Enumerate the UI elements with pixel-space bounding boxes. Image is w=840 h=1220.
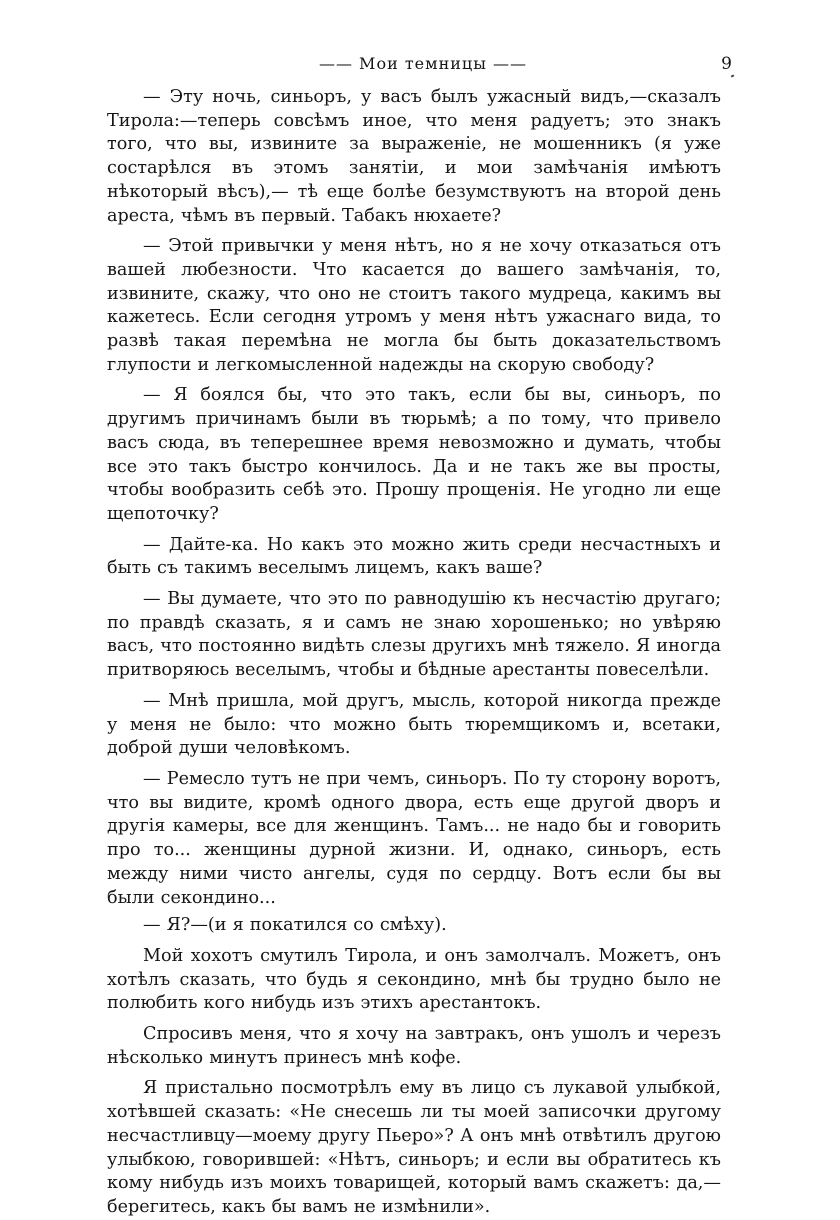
paragraph: — Этой привычки у меня нѣтъ, но я не хочу отказаться отъ вашей любезности. Что касается до вашего замѣчанія, то, извините, скажу, что оно не стоитъ такого мудреца, какимъ вы кажетесь. Если сегодня утромъ у меня нѣтъ ужаснаго вида, то развѣ такая перемѣна не могла бы быть доказательствомъ глупости и легкомысленной надежды на скорую свободу? <box>107 236 721 375</box>
paragraph: — Эту ночь, синьоръ, у васъ былъ ужасный видъ,—сказалъ Тирола:—теперь совсѣмъ иное, что меня радуетъ; это знакъ того, что вы, извините за выраженіе, не мошенникъ (я уже состарѣлся въ этомъ занятіи, и мои замѣчанія имѣютъ нѣкоторый вѣсъ),— тѣ еще болѣе безумствуютъ на второй день ареста, чѣмъ въ первый. Табакъ нюхаете? <box>107 87 721 226</box>
paragraph: Мой хохотъ смутилъ Тирола, и онъ замолчалъ. Можетъ, онъ хотѣлъ сказать, что будь я секондино, мнѣ бы трудно было не полюбить кого нибудь изъ этихъ арестантокъ. <box>107 945 721 1014</box>
paragraph: — Вы думаете, что это по равнодушію къ несчастію другаго; по правдѣ сказать, я и самъ не знаю хорошенько; но увѣряю васъ, что постоянно видѣть слезы другихъ мнѣ тяжело. Я иногда притворяюсь веселымъ, чтобы и бѣдные арестанты повеселѣли. <box>107 589 721 681</box>
print-speck <box>731 74 735 77</box>
paragraph: — Ремесло тутъ не при чемъ, синьоръ. По ту сторону воротъ, что вы видите, кромѣ одного двора, есть еще другой дворъ и другія камеры, все для женщинъ. Тамъ... не надо бы и говорить про то... женщины дурной жизни. И, однако, синьоръ, есть между ними чисто ангелы, судя по сердцу. Вотъ если бы вы были секондино... <box>107 768 721 908</box>
page-number: 9 <box>721 54 732 74</box>
paragraph: Спросивъ меня, что я хочу на завтракъ, онъ ушолъ и черезъ нѣсколько минутъ принесъ мнѣ кофе. <box>107 1024 721 1068</box>
running-title: —— Мои темницы —— <box>318 54 528 73</box>
body-text <box>107 86 721 1220</box>
paragraph: — Я?—(и я покатился со смѣху). <box>143 915 447 936</box>
paragraph: — Дайте-ка. Но какъ это можно жить среди несчастныхъ и быть съ такимъ веселымъ лицемъ, какъ ваше? <box>107 534 721 579</box>
running-head <box>110 54 736 74</box>
paragraph: Я пристально посмотрѣлъ ему въ лицо съ лукавой улыбкой, хотѣвшей сказать: «Не снесешь ли ты моей записочки другому несчастливцу—моему другу Пьеро»? А онъ мнѣ отвѣтилъ другою улыбкою, говорившей: «Нѣтъ, синьоръ; и если вы обратитесь къ кому нибудь изъ моихъ товарищей, который вамъ скажетъ: да,— берегитесь, какъ бы вамъ не измѣнили». <box>107 1078 721 1217</box>
paragraph: — Мнѣ пришла, мой другъ, мысль, которой никогда прежде у меня не было: что можно быть тюремщикомъ и, всетаки, доброй души человѣкомъ. <box>107 690 721 759</box>
paragraph: — Я боялся бы, что это такъ, если бы вы, синьоръ, по другимъ причинамъ были въ тюрьмѣ; а по тому, что привело васъ сюда, въ теперешнее время невозможно и думать, чтобы все это такъ быстро кончилось. Да и не такъ же вы просты, чтобы вообразить себѣ это. Прошу прощенія. Не угодно ли еще щепоточку? <box>107 385 721 524</box>
